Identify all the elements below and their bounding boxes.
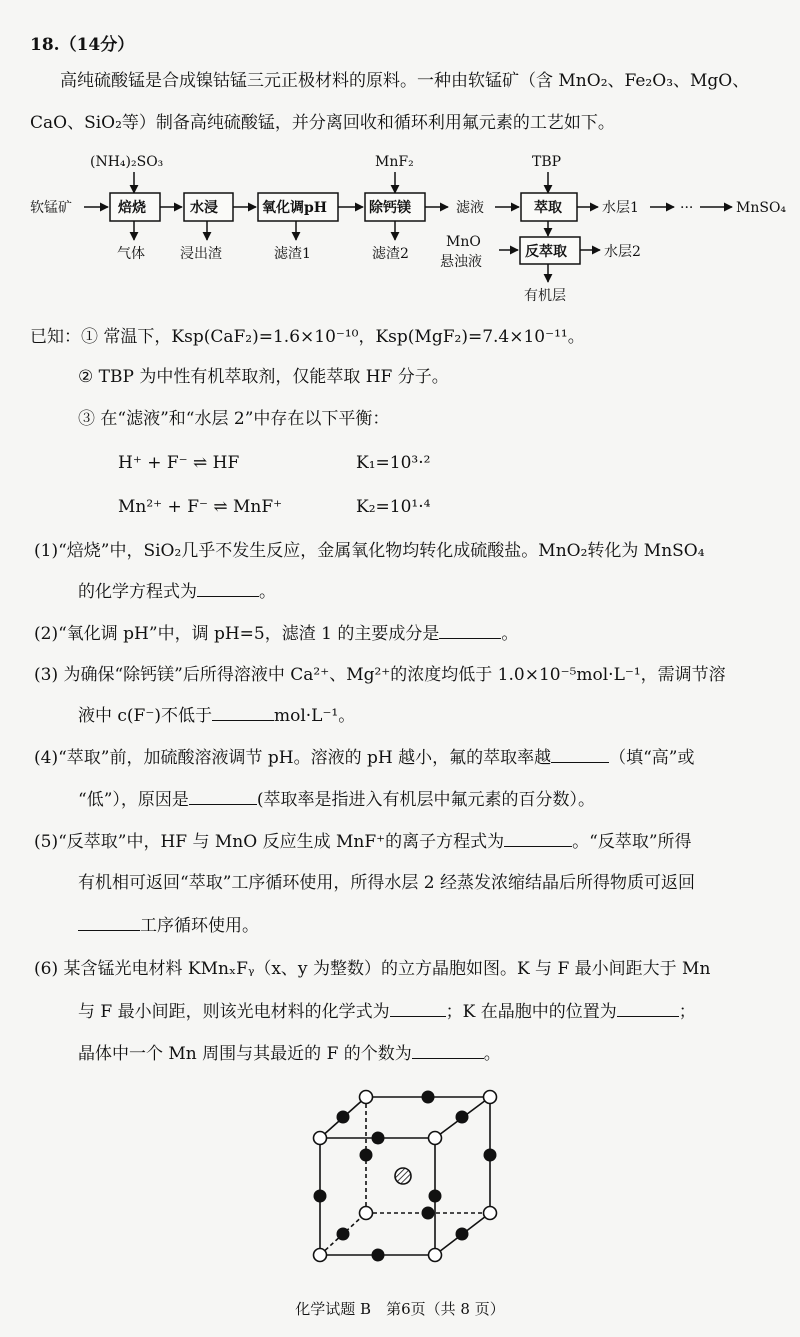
question-number: 18.: [30, 35, 60, 55]
known-label: 已知：: [30, 327, 81, 347]
label-product: MnSO₄: [736, 200, 787, 216]
label-step-2: 水浸: [190, 200, 218, 216]
atom-mn: [484, 1207, 497, 1220]
equilibrium-2: Mn²⁺ + F⁻ ⇌ MnF⁺: [118, 497, 283, 517]
part-5-line-2: 有机相可返回“萃取”工序循环使用，所得水层 2 经蒸发浓缩结晶后所得物质可返回: [78, 873, 696, 893]
label-step-6: 反萃取: [525, 244, 567, 260]
label-step-1: 焙烧: [118, 200, 146, 216]
part-3-line-2: 液中 c(F⁻)不低于 mol·L⁻¹。: [78, 706, 356, 726]
part-5-line-3: 工序循环使用。: [78, 914, 259, 937]
equilibrium-1: H⁺ + F⁻ ⇌ HF: [118, 453, 240, 473]
label-reagent-2: MnF₂: [375, 154, 414, 170]
atom-mn: [314, 1249, 327, 1262]
atom-f: [337, 1228, 350, 1241]
question-score: （14分）: [59, 35, 135, 55]
part-6-line-1: (6) 某含锰光电材料 KMnₓFᵧ（x、y 为整数）的立方晶胞如图。K 与 F 最小间距大于 Mn: [34, 959, 711, 979]
atom-f: [372, 1132, 385, 1145]
atom-f: [484, 1149, 497, 1162]
atom-f: [456, 1111, 469, 1124]
atom-f: [456, 1228, 469, 1241]
part-1-line-1: (1)“焙烧”中，SiO₂几乎不发生反应，金属氧化物均转化成硫酸盐。MnO₂转化为 MnSO₄: [34, 541, 705, 561]
label-ore: 软锰矿: [30, 200, 72, 216]
intro-line-1: 高纯硫酸锰是合成镍钴锰三元正极材料的原料。一种由软锰矿（含 MnO₂、Fe₂O₃、MgO、: [60, 71, 750, 91]
label-organic: 有机层: [524, 288, 566, 304]
atom-f: [422, 1091, 435, 1104]
label-step-3: 氧化调pH: [262, 200, 328, 216]
atom-mn: [429, 1132, 442, 1145]
part-4-line-1: (4)“萃取”前，加硫酸溶液调节 pH。溶液的 pH 越小，氟的萃取率越 （填“高”或: [34, 748, 695, 768]
part-6-line-2: 与 F 最小间距，则该光电材料的化学式为 ；K 在晶胞中的位置为 ；: [78, 1002, 696, 1022]
atom-f: [429, 1190, 442, 1203]
constant-k1: K₁=10³·²: [356, 453, 431, 473]
atom-f: [360, 1149, 373, 1162]
label-out-2: 浸出渣: [180, 246, 222, 262]
known-item-3: ③ 在“滤液”和“水层 2”中存在以下平衡：: [78, 409, 390, 429]
label-reagent-1: (NH₄)₂SO₃: [90, 154, 164, 170]
known-item-2: ② TBP 为中性有机萃取剂，仅能萃取 HF 分子。: [78, 367, 449, 387]
label-dots: ···: [680, 200, 694, 216]
label-filtrate: 滤液: [456, 200, 484, 216]
known-item-1: 已知：① 常温下，Ksp(CaF₂)=1.6×10⁻¹⁰，Ksp(MgF₂)=7.4×10⁻¹¹。: [30, 327, 585, 347]
constant-k2: K₂=10¹·⁴: [356, 497, 431, 517]
atom-f: [337, 1111, 350, 1124]
label-mno: MnO: [446, 234, 481, 250]
page-footer: 化学试题 B 第6页（共 8 页）: [295, 1300, 505, 1318]
atom-k: [395, 1168, 411, 1184]
atom-mn: [360, 1091, 373, 1104]
label-out-1: 气体: [117, 246, 145, 262]
part-2: (2)“氧化调 pH”中，调 pH=5，滤渣 1 的主要成分是 。: [34, 624, 519, 644]
atom-mn: [360, 1207, 373, 1220]
label-suspension: 悬浊液: [440, 254, 482, 270]
label-out-3: 滤渣1: [274, 246, 311, 262]
label-out-4: 滤渣2: [372, 246, 409, 262]
label-water-2: 水层2: [604, 244, 641, 260]
label-step-4: 除钙镁: [369, 200, 411, 216]
part-1-line-2: 的化学方程式为 。: [78, 582, 276, 602]
intro-line-2: CaO、SiO₂等）制备高纯硫酸锰，并分离回收和循环利用氟元素的工艺如下。: [30, 113, 615, 133]
part-4-line-2: “低”），原因是 (萃取率是指进入有机层中氟元素的百分数）。: [78, 790, 596, 810]
label-water-1: 水层1: [602, 200, 639, 216]
atom-f: [372, 1249, 385, 1262]
part-6-line-3: 晶体中一个 Mn 周围与其最近的 F 的个数为 。: [78, 1044, 501, 1064]
part-5-line-1: (5)“反萃取”中，HF 与 MnO 反应生成 MnF⁺的离子方程式为 。“反萃取”所得: [34, 832, 692, 852]
atom-mn: [484, 1091, 497, 1104]
atom-mn: [429, 1249, 442, 1262]
label-reagent-3: TBP: [532, 154, 562, 170]
label-step-5: 萃取: [534, 200, 562, 216]
atom-mn: [314, 1132, 327, 1145]
part-3-line-1: (3) 为确保“除钙镁”后所得溶液中 Ca²⁺、Mg²⁺的浓度均低于 1.0×10⁻⁵mol·L⁻¹，需调节溶: [34, 665, 726, 685]
atom-f: [422, 1207, 435, 1220]
atom-f: [314, 1190, 327, 1203]
